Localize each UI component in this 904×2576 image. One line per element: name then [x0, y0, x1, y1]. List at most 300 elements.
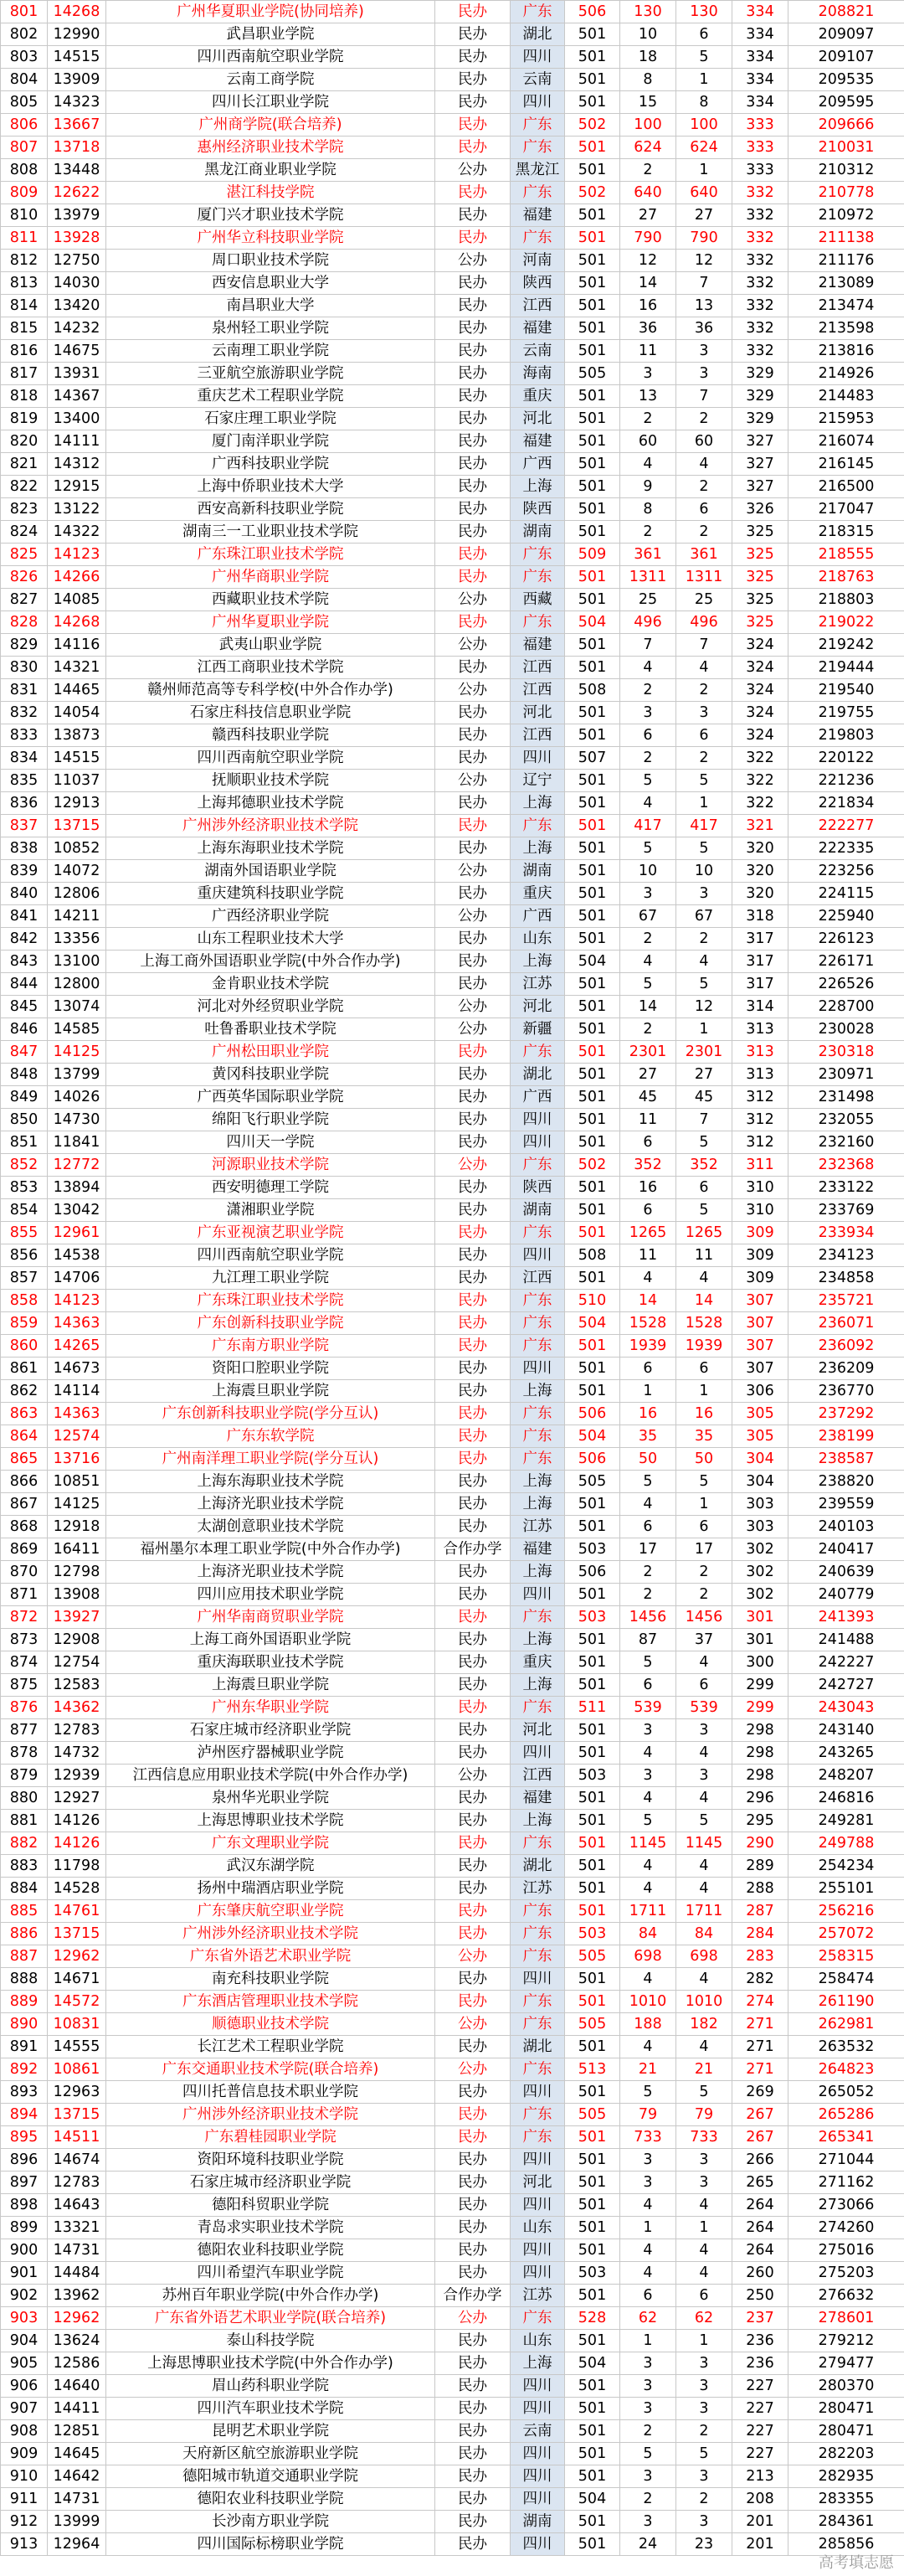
position-cell: 219803 [788, 724, 904, 747]
school-name-cell: 泉州华光职业学院 [106, 1787, 435, 1810]
ownership-cell: 民办 [435, 2352, 511, 2375]
ownership-cell: 民办 [435, 2420, 511, 2443]
batch-cell: 501 [565, 1086, 620, 1109]
table-row [1, 1584, 904, 1606]
table-row [1, 2352, 904, 2375]
batch-cell: 501 [565, 815, 620, 837]
score-cell: 290 [732, 1832, 788, 1855]
position-cell: 233769 [788, 1199, 904, 1222]
rank-cell: 829 [1, 634, 48, 657]
table-row [1, 408, 904, 430]
table-row [1, 2013, 904, 2036]
plan-cell: 36 [620, 317, 676, 340]
table-row [1, 69, 904, 91]
rank-cell: 884 [1, 1878, 48, 1900]
region-cell: 上海 [511, 1561, 565, 1584]
region-cell: 云南 [511, 69, 565, 91]
position-cell: 265286 [788, 2104, 904, 2126]
plan-cell: 2 [620, 159, 676, 182]
table-row [1, 883, 904, 905]
code-cell: 14116 [48, 634, 106, 657]
table-row [1, 544, 904, 566]
score-cell: 312 [732, 1109, 788, 1131]
position-cell: 210031 [788, 137, 904, 159]
admit-cell: 733 [676, 2126, 732, 2149]
batch-cell: 501 [565, 2420, 620, 2443]
score-cell: 332 [732, 250, 788, 272]
region-cell: 广东 [511, 2126, 565, 2149]
rank-cell: 811 [1, 227, 48, 250]
plan-cell: 16 [620, 295, 676, 317]
plan-cell: 4 [620, 2036, 676, 2058]
position-cell: 216145 [788, 453, 904, 476]
rank-cell: 866 [1, 1471, 48, 1493]
plan-cell: 50 [620, 1448, 676, 1471]
school-name-cell: 武汉东湖学院 [106, 1855, 435, 1878]
position-cell: 233934 [788, 1222, 904, 1244]
position-cell: 226171 [788, 951, 904, 973]
rank-cell: 854 [1, 1199, 48, 1222]
table-row [1, 815, 904, 837]
batch-cell: 501 [565, 2443, 620, 2465]
rank-cell: 835 [1, 770, 48, 792]
score-cell: 298 [732, 1719, 788, 1742]
plan-cell: 16 [620, 1403, 676, 1425]
position-cell: 263532 [788, 2036, 904, 2058]
batch-cell: 506 [565, 1403, 620, 1425]
table-row [1, 2398, 904, 2420]
batch-cell: 501 [565, 1018, 620, 1041]
code-cell: 14211 [48, 905, 106, 928]
plan-cell: 6 [620, 1674, 676, 1697]
school-name-cell: 广东省外语艺术职业学院(联合培养) [106, 2307, 435, 2330]
plan-cell: 100 [620, 114, 676, 137]
admit-cell: 50 [676, 1448, 732, 1471]
admit-cell: 4 [676, 1742, 732, 1765]
batch-cell: 513 [565, 2058, 620, 2081]
score-cell: 317 [732, 973, 788, 996]
position-cell: 240103 [788, 1516, 904, 1538]
code-cell: 14268 [48, 611, 106, 634]
region-cell: 四川 [511, 2398, 565, 2420]
plan-cell: 4 [620, 1493, 676, 1516]
plan-cell: 2301 [620, 1041, 676, 1064]
rank-cell: 801 [1, 1, 48, 23]
position-cell: 225940 [788, 905, 904, 928]
batch-cell: 501 [565, 1064, 620, 1086]
school-name-cell: 上海工商外国语职业学院(中外合作办学) [106, 951, 435, 973]
batch-cell: 508 [565, 1244, 620, 1267]
batch-cell: 504 [565, 2352, 620, 2375]
score-cell: 324 [732, 634, 788, 657]
school-name-cell: 上海济光职业技术学院 [106, 1561, 435, 1584]
rank-cell: 805 [1, 91, 48, 114]
ownership-cell: 公办 [435, 2307, 511, 2330]
code-cell: 14411 [48, 2398, 106, 2420]
table-row [1, 1041, 904, 1064]
table-row [1, 2036, 904, 2058]
ownership-cell: 民办 [435, 2488, 511, 2511]
position-cell: 246816 [788, 1787, 904, 1810]
table-row [1, 1131, 904, 1154]
code-cell: 14645 [48, 2443, 106, 2465]
score-cell: 301 [732, 1606, 788, 1629]
position-cell: 238820 [788, 1471, 904, 1493]
code-cell: 13999 [48, 2511, 106, 2533]
score-cell: 307 [732, 1312, 788, 1335]
ownership-cell: 民办 [435, 2465, 511, 2488]
ownership-cell: 民办 [435, 2217, 511, 2239]
batch-cell: 501 [565, 2285, 620, 2307]
admit-cell: 3 [676, 2172, 732, 2194]
score-cell: 282 [732, 1968, 788, 1991]
score-cell: 264 [732, 2217, 788, 2239]
code-cell: 14085 [48, 589, 106, 611]
score-cell: 236 [732, 2330, 788, 2352]
plan-cell: 12 [620, 250, 676, 272]
position-cell: 241488 [788, 1629, 904, 1651]
plan-cell: 1265 [620, 1222, 676, 1244]
rank-cell: 893 [1, 2081, 48, 2104]
plan-cell: 14 [620, 996, 676, 1018]
plan-cell: 361 [620, 544, 676, 566]
position-cell: 264823 [788, 2058, 904, 2081]
rank-cell: 818 [1, 385, 48, 408]
school-name-cell: 西藏职业技术学院 [106, 589, 435, 611]
score-cell: 309 [732, 1222, 788, 1244]
table-row [1, 1697, 904, 1719]
plan-cell: 2 [620, 1561, 676, 1584]
plan-cell: 18 [620, 46, 676, 69]
batch-cell: 506 [565, 1, 620, 23]
rank-cell: 889 [1, 1991, 48, 2013]
code-cell: 13962 [48, 2285, 106, 2307]
school-name-cell: 石家庄理工职业学院 [106, 408, 435, 430]
score-cell: 304 [732, 1448, 788, 1471]
region-cell: 重庆 [511, 1651, 565, 1674]
plan-cell: 4 [620, 792, 676, 815]
code-cell: 13100 [48, 951, 106, 973]
region-cell: 湖南 [511, 860, 565, 883]
table-row [1, 1538, 904, 1561]
code-cell: 14367 [48, 385, 106, 408]
school-name-cell: 广州松田职业学院 [106, 1041, 435, 1064]
table-row [1, 2172, 904, 2194]
rank-cell: 831 [1, 679, 48, 702]
score-cell: 327 [732, 476, 788, 498]
position-cell: 278601 [788, 2307, 904, 2330]
admit-cell: 1 [676, 1018, 732, 1041]
admit-cell: 3 [676, 340, 732, 363]
rank-cell: 865 [1, 1448, 48, 1471]
plan-cell: 24 [620, 2533, 676, 2556]
code-cell: 12927 [48, 1787, 106, 1810]
score-cell: 312 [732, 1131, 788, 1154]
plan-cell: 640 [620, 182, 676, 204]
position-cell: 235721 [788, 1290, 904, 1312]
school-name-cell: 南昌职业大学 [106, 295, 435, 317]
batch-cell: 501 [565, 1629, 620, 1651]
admit-cell: 6 [676, 1177, 732, 1199]
plan-cell: 6 [620, 2285, 676, 2307]
code-cell: 12798 [48, 1561, 106, 1584]
school-name-cell: 广东交通职业技术学院(联合培养) [106, 2058, 435, 2081]
code-cell: 14323 [48, 91, 106, 114]
table-row [1, 996, 904, 1018]
region-cell: 广东 [511, 1335, 565, 1358]
region-cell: 广东 [511, 1312, 565, 1335]
table-row [1, 1, 904, 23]
region-cell: 广东 [511, 2058, 565, 2081]
ownership-cell: 民办 [435, 928, 511, 951]
school-name-cell: 扬州中瑞酒店职业学院 [106, 1878, 435, 1900]
ownership-cell: 民办 [435, 2036, 511, 2058]
code-cell: 12913 [48, 792, 106, 815]
admit-cell: 4 [676, 2239, 732, 2262]
plan-cell: 2 [620, 1018, 676, 1041]
ownership-cell: 民办 [435, 204, 511, 227]
table-row [1, 295, 904, 317]
admit-cell: 6 [676, 23, 732, 46]
batch-cell: 501 [565, 408, 620, 430]
school-name-cell: 太湖创意职业技术学院 [106, 1516, 435, 1538]
table-row [1, 23, 904, 46]
ownership-cell: 民办 [435, 1290, 511, 1312]
position-cell: 210312 [788, 159, 904, 182]
batch-cell: 504 [565, 1312, 620, 1335]
position-cell: 242727 [788, 1674, 904, 1697]
position-cell: 257072 [788, 1923, 904, 1945]
code-cell: 14528 [48, 1878, 106, 1900]
rank-cell: 903 [1, 2307, 48, 2330]
region-cell: 上海 [511, 476, 565, 498]
table-row [1, 46, 904, 69]
admit-cell: 1939 [676, 1335, 732, 1358]
score-cell: 208 [732, 2488, 788, 2511]
score-cell: 227 [732, 2420, 788, 2443]
table-row [1, 2126, 904, 2149]
rank-cell: 856 [1, 1244, 48, 1267]
score-cell: 299 [732, 1674, 788, 1697]
region-cell: 广东 [511, 2013, 565, 2036]
score-cell: 299 [732, 1697, 788, 1719]
ownership-cell: 民办 [435, 2533, 511, 2556]
batch-cell: 528 [565, 2307, 620, 2330]
ownership-cell: 民办 [435, 2149, 511, 2172]
ownership-cell: 民办 [435, 385, 511, 408]
table-row [1, 2330, 904, 2352]
code-cell: 13894 [48, 1177, 106, 1199]
ownership-cell: 民办 [435, 2262, 511, 2285]
score-cell: 310 [732, 1177, 788, 1199]
region-cell: 山东 [511, 2217, 565, 2239]
batch-cell: 501 [565, 860, 620, 883]
position-cell: 223256 [788, 860, 904, 883]
ownership-cell: 民办 [435, 1968, 511, 1991]
position-cell: 219540 [788, 679, 904, 702]
school-name-cell: 赣州师范高等专科学校(中外合作办学) [106, 679, 435, 702]
batch-cell: 501 [565, 1900, 620, 1923]
school-name-cell: 广州华立科技职业学院 [106, 227, 435, 250]
position-cell: 213089 [788, 272, 904, 295]
batch-cell: 501 [565, 837, 620, 860]
ownership-cell: 民办 [435, 1855, 511, 1878]
school-name-cell: 潇湘职业学院 [106, 1199, 435, 1222]
admit-cell: 2 [676, 928, 732, 951]
score-cell: 267 [732, 2104, 788, 2126]
admit-cell: 84 [676, 1923, 732, 1945]
rank-cell: 817 [1, 363, 48, 385]
admit-cell: 3 [676, 1719, 732, 1742]
rank-cell: 802 [1, 23, 48, 46]
rank-cell: 899 [1, 2217, 48, 2239]
table-row [1, 2194, 904, 2217]
batch-cell: 501 [565, 91, 620, 114]
admit-cell: 12 [676, 250, 732, 272]
admit-cell: 16 [676, 1403, 732, 1425]
table-row [1, 1855, 904, 1878]
admit-cell: 1 [676, 792, 732, 815]
position-cell: 236071 [788, 1312, 904, 1335]
batch-cell: 507 [565, 747, 620, 770]
position-cell: 284361 [788, 2511, 904, 2533]
batch-cell: 501 [565, 702, 620, 724]
school-name-cell: 广西科技职业学院 [106, 453, 435, 476]
table-row [1, 1674, 904, 1697]
score-cell: 298 [732, 1765, 788, 1787]
ownership-cell: 公办 [435, 679, 511, 702]
table-row [1, 679, 904, 702]
rank-cell: 828 [1, 611, 48, 634]
admit-cell: 2301 [676, 1041, 732, 1064]
batch-cell: 501 [565, 1584, 620, 1606]
batch-cell: 503 [565, 1538, 620, 1561]
admit-cell: 6 [676, 1516, 732, 1538]
score-cell: 227 [732, 2443, 788, 2465]
position-cell: 280471 [788, 2398, 904, 2420]
position-cell: 236209 [788, 1358, 904, 1380]
batch-cell: 501 [565, 2398, 620, 2420]
rank-cell: 876 [1, 1697, 48, 1719]
school-name-cell: 湛江科技学院 [106, 182, 435, 204]
plan-cell: 3 [620, 2149, 676, 2172]
table-row [1, 182, 904, 204]
table-row [1, 792, 904, 815]
table-row [1, 476, 904, 498]
ownership-cell: 民办 [435, 702, 511, 724]
code-cell: 14643 [48, 2194, 106, 2217]
table-row [1, 1380, 904, 1403]
position-cell: 262981 [788, 2013, 904, 2036]
batch-cell: 501 [565, 295, 620, 317]
batch-cell: 501 [565, 2511, 620, 2533]
table-row [1, 453, 904, 476]
plan-cell: 4 [620, 1968, 676, 1991]
school-name-cell: 西安明德理工学院 [106, 1177, 435, 1199]
rank-cell: 888 [1, 1968, 48, 1991]
region-cell: 四川 [511, 2262, 565, 2285]
rank-cell: 873 [1, 1629, 48, 1651]
school-name-cell: 广东南方职业学院 [106, 1335, 435, 1358]
school-name-cell: 广东珠江职业技术学院 [106, 544, 435, 566]
admit-cell: 4 [676, 2194, 732, 2217]
admit-cell: 62 [676, 2307, 732, 2330]
code-cell: 14126 [48, 1832, 106, 1855]
plan-cell: 5 [620, 973, 676, 996]
table-row [1, 905, 904, 928]
batch-cell: 506 [565, 1561, 620, 1584]
score-cell: 332 [732, 340, 788, 363]
region-cell: 四川 [511, 46, 565, 69]
ownership-cell: 民办 [435, 295, 511, 317]
table-row [1, 1064, 904, 1086]
position-cell: 213474 [788, 295, 904, 317]
batch-cell: 508 [565, 679, 620, 702]
batch-cell: 504 [565, 1425, 620, 1448]
batch-cell: 501 [565, 2375, 620, 2398]
position-cell: 231498 [788, 1086, 904, 1109]
admit-cell: 2 [676, 679, 732, 702]
position-cell: 220122 [788, 747, 904, 770]
table-row [1, 363, 904, 385]
school-name-cell: 德阳科贸职业学院 [106, 2194, 435, 2217]
school-name-cell: 石家庄城市经济职业学院 [106, 2172, 435, 2194]
ownership-cell: 民办 [435, 1199, 511, 1222]
score-cell: 227 [732, 2398, 788, 2420]
score-cell: 267 [732, 2126, 788, 2149]
school-name-cell: 上海思博职业技术学院(中外合作办学) [106, 2352, 435, 2375]
table-row [1, 973, 904, 996]
table-row [1, 860, 904, 883]
batch-cell: 501 [565, 2533, 620, 2556]
score-cell: 264 [732, 2194, 788, 2217]
admit-cell: 2 [676, 2420, 732, 2443]
table-row [1, 1471, 904, 1493]
rank-cell: 896 [1, 2149, 48, 2172]
plan-cell: 1 [620, 1380, 676, 1403]
table-row [1, 159, 904, 182]
score-cell: 298 [732, 1742, 788, 1765]
batch-cell: 501 [565, 1674, 620, 1697]
code-cell: 13909 [48, 69, 106, 91]
plan-cell: 1145 [620, 1832, 676, 1855]
position-cell: 280471 [788, 2420, 904, 2443]
table-row [1, 1335, 904, 1358]
rank-cell: 901 [1, 2262, 48, 2285]
admit-cell: 1265 [676, 1222, 732, 1244]
rank-cell: 897 [1, 2172, 48, 2194]
school-name-cell: 资阳环境科技职业学院 [106, 2149, 435, 2172]
plan-cell: 5 [620, 1810, 676, 1832]
position-cell: 221236 [788, 770, 904, 792]
admit-cell: 10 [676, 860, 732, 883]
ownership-cell: 民办 [435, 69, 511, 91]
table-row [1, 1651, 904, 1674]
region-cell: 湖北 [511, 1855, 565, 1878]
school-name-cell: 广州涉外经济职业技术学院 [106, 815, 435, 837]
region-cell: 四川 [511, 1742, 565, 1765]
school-name-cell: 广西经济职业学院 [106, 905, 435, 928]
school-name-cell: 惠州经济职业技术学院 [106, 137, 435, 159]
admit-cell: 3 [676, 2398, 732, 2420]
region-cell: 福建 [511, 204, 565, 227]
school-name-cell: 云南工商学院 [106, 69, 435, 91]
batch-cell: 505 [565, 1471, 620, 1493]
table-row [1, 589, 904, 611]
table-row [1, 2149, 904, 2172]
plan-cell: 1311 [620, 566, 676, 589]
admit-cell: 7 [676, 634, 732, 657]
